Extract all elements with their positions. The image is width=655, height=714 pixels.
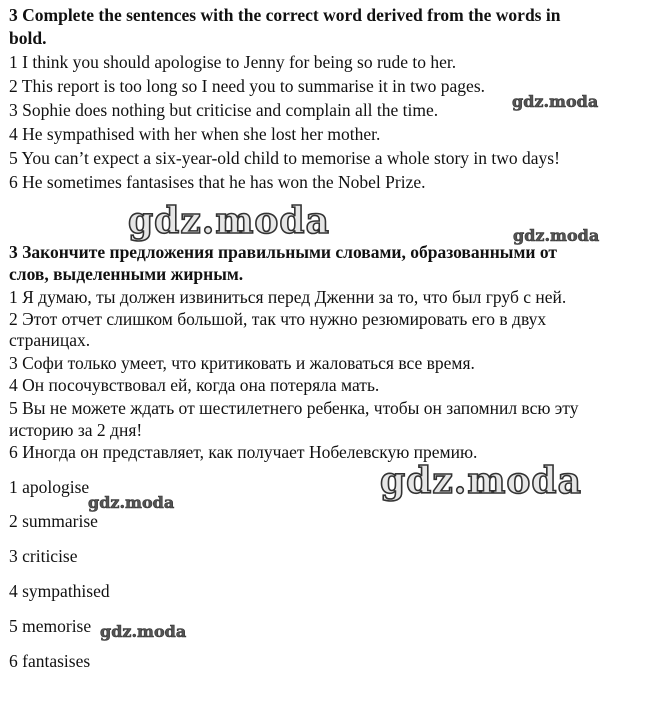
english-sentence-3: 3 Sophie does nothing but criticise and complain all the time. xyxy=(9,100,439,120)
russian-heading-line1: 3 Закончите предложения правильными словами, образованными от xyxy=(9,242,557,262)
watermark-large-2: gdz.moda xyxy=(380,460,582,502)
russian-heading-line2: слов, выделенными жирным. xyxy=(9,264,244,284)
watermark-large-1: gdz.moda xyxy=(128,200,330,242)
answer-3: 3 criticise xyxy=(9,546,78,566)
english-sentence-4: 4 He sympathised with her when she lost her mother. xyxy=(9,124,381,144)
russian-sentence-6: 6 Иногда он представляет, как получает Нобелевскую премию. xyxy=(9,442,478,462)
watermark-small-3: gdz.moda xyxy=(88,493,175,512)
answer-6: 6 fantasises xyxy=(9,651,91,671)
english-sentence-5: 5 You can’t expect a six-year-old child to memorise a whole story in two days! xyxy=(9,148,560,168)
answer-1: 1 apologise xyxy=(9,477,90,497)
english-sentence-1: 1 I think you should apologise to Jenny for being so rude to her. xyxy=(9,52,457,72)
russian-sentence-2-cont: страницах. xyxy=(9,330,91,350)
watermark-small-2: gdz.moda xyxy=(513,226,600,245)
russian-sentence-2: 2 Этот отчет слишком большой, так что нужно резюмировать его в двух xyxy=(9,309,547,329)
answer-5: 5 memorise xyxy=(9,616,92,636)
watermark-small-4: gdz.moda xyxy=(100,622,187,641)
russian-sentence-1: 1 Я думаю, ты должен извиниться перед Дженни за то, что был груб с ней. xyxy=(9,287,567,307)
russian-sentence-3: 3 Софи только умеет, что критиковать и жаловаться все время. xyxy=(9,353,475,373)
watermark-small-1: gdz.moda xyxy=(512,92,599,111)
russian-sentence-5-cont: историю за 2 дня! xyxy=(9,420,143,440)
english-sentence-2: 2 This report is too long so I need you to summarise it in two pages. xyxy=(9,76,486,96)
english-heading-line1: 3 Complete the sentences with the correct word derived from the words in xyxy=(9,5,561,25)
answer-2: 2 summarise xyxy=(9,511,98,531)
english-heading-line2: bold. xyxy=(9,28,47,48)
russian-sentence-4: 4 Он посочувствовал ей, когда она потеряла мать. xyxy=(9,375,380,395)
english-sentence-6: 6 He sometimes fantasises that he has won the Nobel Prize. xyxy=(9,172,426,192)
russian-sentence-5: 5 Вы не можете ждать от шестилетнего ребенка, чтобы он запомнил всю эту xyxy=(9,398,579,418)
answer-4: 4 sympathised xyxy=(9,581,110,601)
